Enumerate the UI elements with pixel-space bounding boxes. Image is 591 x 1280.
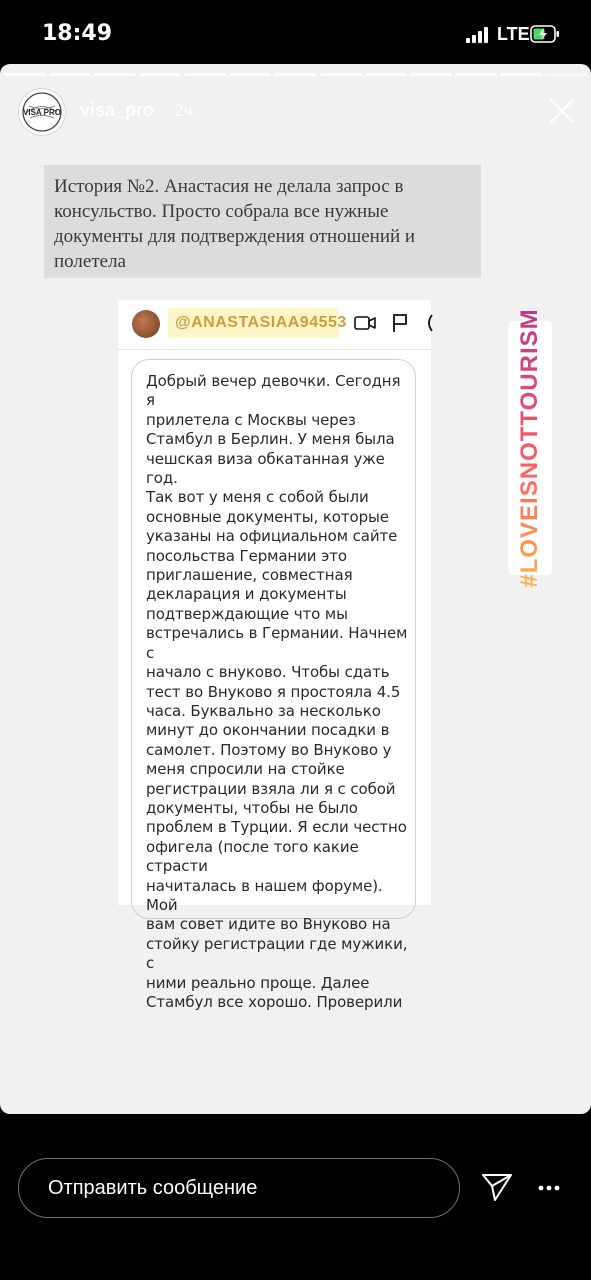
flag-icon xyxy=(392,313,408,333)
signal-strength-icon xyxy=(466,27,492,43)
message-line: проблем в Турции. Я если честно xyxy=(146,818,407,837)
message-line: основные документы, которые xyxy=(146,507,389,526)
message-line: Добрый вечер девочки. Сегодня я xyxy=(146,372,401,410)
message-line: тест во Внуково я простояла 4.5 xyxy=(146,682,401,701)
message-line: начало с внуково. Чтобы сдать xyxy=(146,663,390,682)
status-bar xyxy=(0,0,591,64)
visa-pro-logo xyxy=(19,89,65,135)
message-line: чешская виза обкатанная уже год. xyxy=(146,449,385,488)
message-line: начиталась в нашем форуме). Мой xyxy=(146,876,383,914)
embedded-post-screenshot xyxy=(118,300,431,1011)
message-line: самолет. Поэтому во Внуково у xyxy=(146,740,392,759)
progress-segment xyxy=(184,73,226,76)
embedded-avatar xyxy=(132,310,160,338)
progress-segment xyxy=(139,73,181,76)
message-line: документы, чтобы не было xyxy=(146,798,358,817)
progress-segment xyxy=(500,73,542,76)
message-text xyxy=(146,372,408,1012)
progress-segment xyxy=(4,73,46,76)
reply-placeholder: Отправить сообщение xyxy=(48,1177,258,1199)
message-line: приглашение, совместная xyxy=(146,566,353,585)
send-icon[interactable] xyxy=(481,1172,513,1202)
story-view[interactable] xyxy=(0,64,591,1114)
avatar[interactable] xyxy=(18,88,66,136)
message-line: меня спросили на стойке xyxy=(146,760,345,779)
progress-segment xyxy=(545,73,587,76)
message-bubble xyxy=(131,359,416,1011)
video-icon xyxy=(354,315,376,331)
message-line: минут до окончании посадки в xyxy=(146,721,390,740)
story-caption xyxy=(44,165,481,278)
message-line: декларация и документы xyxy=(146,585,347,604)
hashtag-sticker[interactable] xyxy=(508,308,552,588)
svg-text:VISA PRO: VISA PRO xyxy=(23,108,61,117)
reply-message-input[interactable] xyxy=(18,1158,460,1218)
embedded-username: @ANASTASIAA94553 xyxy=(168,308,339,338)
story-username[interactable]: visa_pro xyxy=(80,100,155,120)
message-line: встречались в Германии. Начнем с xyxy=(146,624,408,662)
network-type: LTE xyxy=(497,24,530,44)
divider xyxy=(118,349,431,350)
message-line: офигела (после того какие страсти xyxy=(146,837,359,876)
message-line: прилетела с Москвы через xyxy=(146,410,356,429)
progress-segment xyxy=(365,73,407,76)
message-line: вам совет идите во Внуково на xyxy=(146,915,391,934)
progress-segment xyxy=(274,73,316,76)
message-line: Стамбул все хорошо. Проверили xyxy=(146,993,403,1011)
message-line: регистрации взяла ли я с собой xyxy=(146,779,396,798)
hashtag-text: #LOVEISNOTTOURISM xyxy=(516,308,543,588)
message-line: подтверждающие что мы xyxy=(146,604,348,623)
more-options-icon[interactable] xyxy=(537,1184,561,1192)
story-time-ago: 2ч. xyxy=(174,101,198,120)
progress-segment xyxy=(94,73,136,76)
message-line: Стамбул в Берлин. У меня была xyxy=(146,430,395,449)
close-icon[interactable] xyxy=(549,98,575,124)
progress-segment xyxy=(49,73,91,76)
progress-segment xyxy=(229,73,271,76)
progress-segment xyxy=(410,73,452,76)
story-progress-bar xyxy=(4,73,587,76)
progress-segment xyxy=(455,73,497,76)
progress-segment xyxy=(320,73,362,76)
message-line: ними реально проще. Далее xyxy=(146,973,370,992)
message-line: посольства Германии это xyxy=(146,546,347,565)
more-icon xyxy=(424,313,434,333)
message-line: Так вот у меня с собой были xyxy=(146,488,369,507)
message-line: указаны на официальном сайте xyxy=(146,527,398,546)
status-time: 18:49 xyxy=(42,21,113,46)
caption-text: История №2. Анастасия не делала запрос в консульство. Просто собрала все нужные документы для подтверждения отношений и полетела xyxy=(54,176,416,272)
message-line: часа. Буквально за несколько xyxy=(146,701,381,720)
message-line: стойку регистрации где мужики, с xyxy=(146,934,408,973)
battery-charging-icon xyxy=(530,25,560,43)
